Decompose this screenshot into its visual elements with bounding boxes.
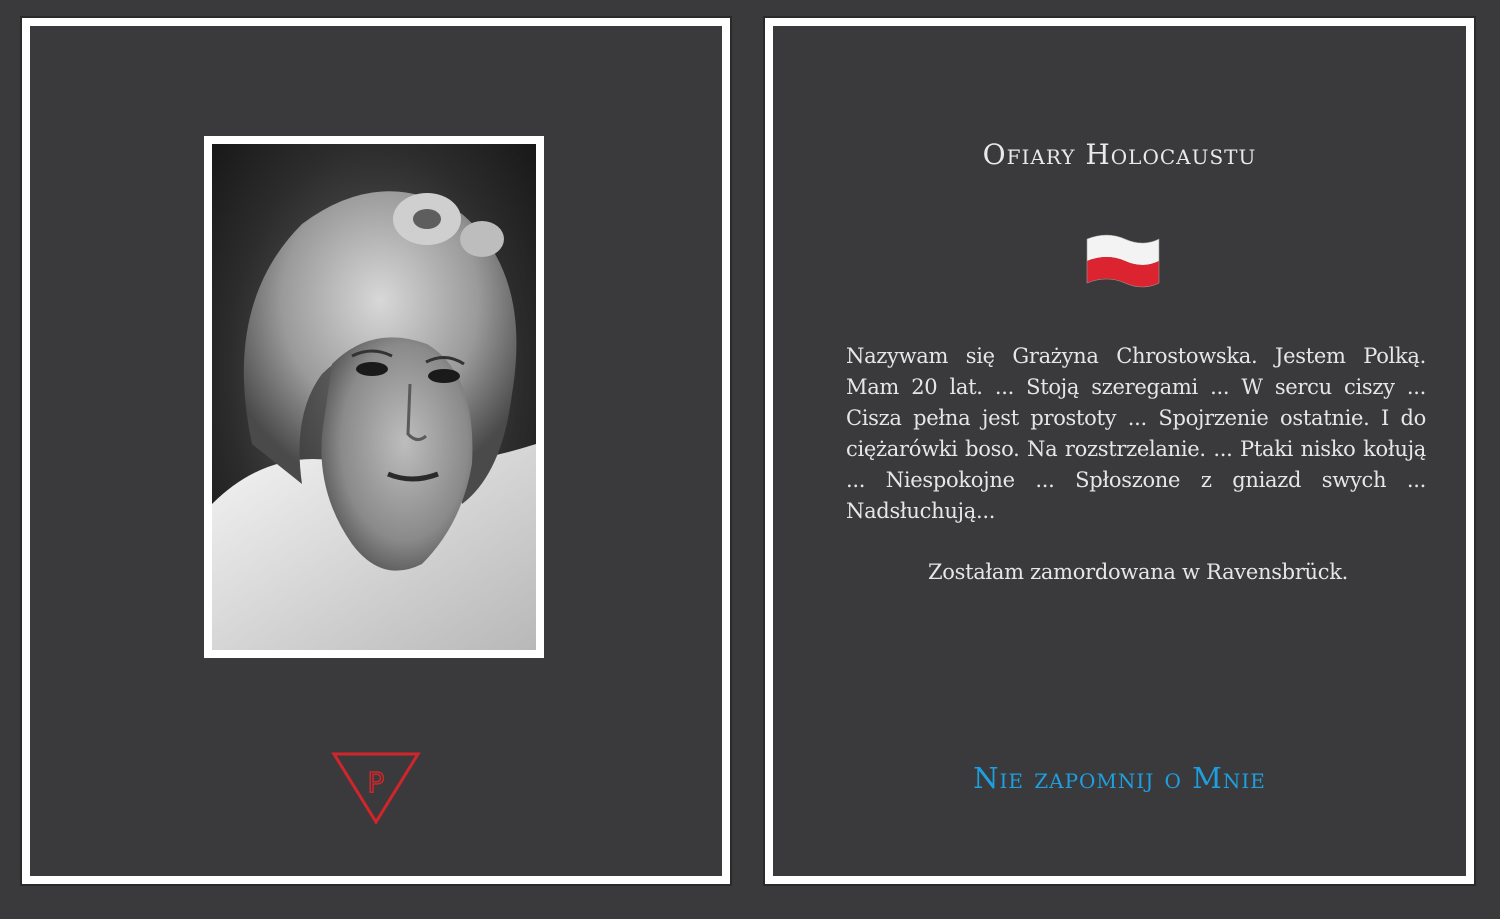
biography-text: Nazywam się Grażyna Chrostowska. Jestem Polką. Mam 20 lat. ... Stoją szeregami ... W sercu ciszy ... Cisza pełna jest prostoty ... Spojrzenie ostatnie. I do ciężarówki boso. Na rozstrzelanie. ... Ptaki nisko kołują ... Niespokojne ... Spłoszone z gniazd swych ... Nadsłuchują... [846,344,1426,523]
right-card [765,18,1474,884]
badge-letter: P [367,766,385,799]
fate-text: Zostałam zamordowana w Ravensbrück. [927,560,1349,584]
poland-flag-icon [1081,231,1163,291]
motto-text: Nie zapomnij o Mnie [973,761,1266,795]
triangle-p-badge-icon [330,748,422,828]
left-card [22,18,730,884]
photo-frame [204,136,544,658]
portrait-photo [212,144,536,650]
page-title: Ofiary Holocaustu [982,138,1257,171]
